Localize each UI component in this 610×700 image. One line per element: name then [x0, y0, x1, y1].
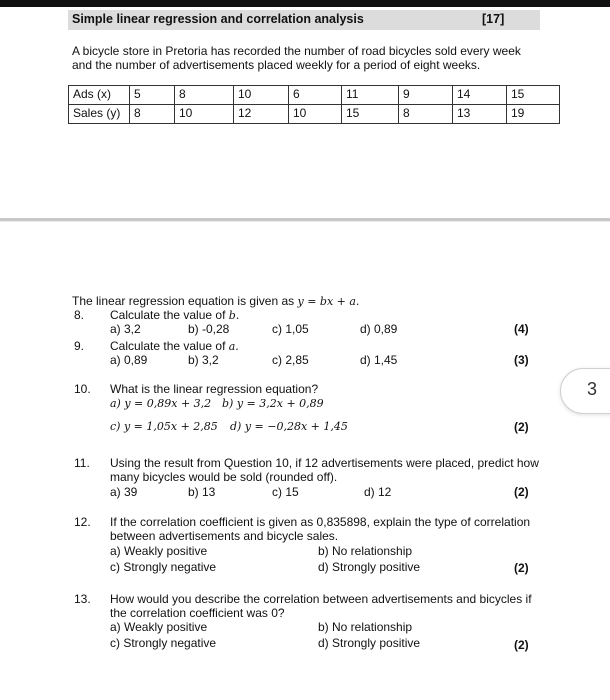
q10-marks: (2): [514, 420, 529, 434]
table-cell: 15: [507, 86, 560, 105]
q9-prompt-text: Calculate the value of: [110, 339, 226, 353]
q12-marks: (2): [514, 561, 529, 575]
q9-variable: a.: [228, 340, 239, 353]
q8-prompt: [110, 308, 239, 323]
q10-prompt: What is the linear regression equation?: [110, 382, 319, 396]
q10-number: 10.: [74, 382, 91, 396]
table-cell: 19: [507, 105, 560, 124]
q8-option-c[interactable]: c) 1,05: [272, 322, 309, 336]
q11-option-d[interactable]: d) 12: [364, 485, 392, 499]
table-row-ads: [69, 86, 560, 105]
table-cell: 12: [234, 105, 289, 124]
q13-marks: (2): [514, 638, 529, 652]
q12-number: 12.: [74, 515, 91, 529]
q10-option-a[interactable]: a) y = 0,89x + 3,2: [110, 397, 212, 410]
table-cell: 14: [453, 86, 507, 105]
table-cell: 11: [342, 86, 399, 105]
q9-option-b[interactable]: b) 3,2: [188, 353, 219, 367]
q8-variable: b.: [228, 309, 240, 322]
q10-option-c[interactable]: c) y = 1,05x + 2,85: [110, 420, 218, 433]
section-marks: [17]: [482, 12, 505, 26]
q8-number: 8.: [74, 308, 85, 322]
q8-option-a[interactable]: a) 3,2: [110, 322, 141, 336]
table-cell: 10: [289, 105, 342, 124]
q13-option-c[interactable]: c) Strongly negative: [110, 636, 217, 650]
q11-option-b[interactable]: b) 13: [188, 485, 216, 499]
q13-option-a[interactable]: a) Weakly positive: [110, 620, 208, 634]
q12-option-d[interactable]: d) Strongly positive: [318, 560, 421, 574]
row-header: Ads (x): [69, 86, 130, 105]
table-row-sales: [69, 105, 560, 124]
q11-prompt: Using the result from Question 10, if 12 advertisements were placed, predict how many bicycles would be sold (rounded off).: [110, 456, 539, 484]
q13-option-d[interactable]: d) Strongly positive: [318, 636, 421, 650]
row-header: Sales (y): [69, 105, 130, 124]
q11-marks: (2): [514, 485, 529, 499]
equation-formula: y = bx + a.: [297, 295, 360, 308]
table-cell: 8: [399, 105, 453, 124]
q11-number: 11.: [74, 456, 90, 470]
q8-prompt-text: Calculate the value of: [110, 308, 226, 322]
q13-prompt: How would you describe the correlation between advertisements and bicycles if the correlation coefficient was 0?: [110, 592, 532, 620]
q8-option-d[interactable]: d) 0,89: [360, 322, 398, 336]
page-divider-shadow: [0, 221, 610, 222]
data-table: [68, 85, 560, 124]
top-edge-bar: [0, 0, 610, 7]
q10-option-d[interactable]: d) y = −0,28x + 1,45: [230, 420, 348, 433]
table-cell: 8: [175, 86, 234, 105]
q9-option-a[interactable]: a) 0,89: [110, 353, 148, 367]
table-cell: 8: [130, 105, 175, 124]
table-cell: 10: [175, 105, 234, 124]
q9-marks: (3): [514, 353, 529, 367]
q12-option-a[interactable]: a) Weakly positive: [110, 544, 208, 558]
q12-option-c[interactable]: c) Strongly negative: [110, 560, 217, 574]
table-cell: 10: [234, 86, 289, 105]
q9-option-d[interactable]: d) 1,45: [360, 353, 398, 367]
q9-prompt: [110, 339, 239, 354]
q8-marks: (4): [514, 322, 529, 336]
table-cell: 13: [453, 105, 507, 124]
q11-option-c[interactable]: c) 15: [272, 485, 299, 499]
equation-intro-text: The linear regression equation is given as: [72, 294, 295, 308]
q9-number: 9.: [74, 339, 85, 353]
q8-option-b[interactable]: b) -0,28: [188, 322, 230, 336]
table-cell: 6: [289, 86, 342, 105]
q10-option-b[interactable]: b) y = 3,2x + 0,89: [222, 397, 324, 410]
table-cell: 9: [399, 86, 453, 105]
q9-option-c[interactable]: c) 2,85: [272, 353, 309, 367]
table-cell: 5: [130, 86, 175, 105]
q13-option-b[interactable]: b) No relationship: [318, 620, 413, 634]
equation-intro: [72, 294, 359, 309]
table-cell: 15: [342, 105, 399, 124]
q11-option-a[interactable]: a) 39: [110, 485, 138, 499]
q12-prompt: If the correlation coefficient is given as 0,835898, explain the type of correlation between advertisements and bicycle sales.: [110, 515, 531, 543]
section-title: Simple linear regression and correlation analysis: [72, 12, 364, 26]
q13-number: 13.: [74, 592, 91, 606]
section-intro: A bicycle store in Pretoria has recorded the number of road bicycles sold every week and the number of advertisements placed weekly for a period of eight weeks.: [72, 44, 521, 72]
q12-option-b[interactable]: b) No relationship: [318, 544, 413, 558]
page-number: 3: [587, 379, 598, 399]
page-number-badge[interactable]: [560, 368, 610, 414]
